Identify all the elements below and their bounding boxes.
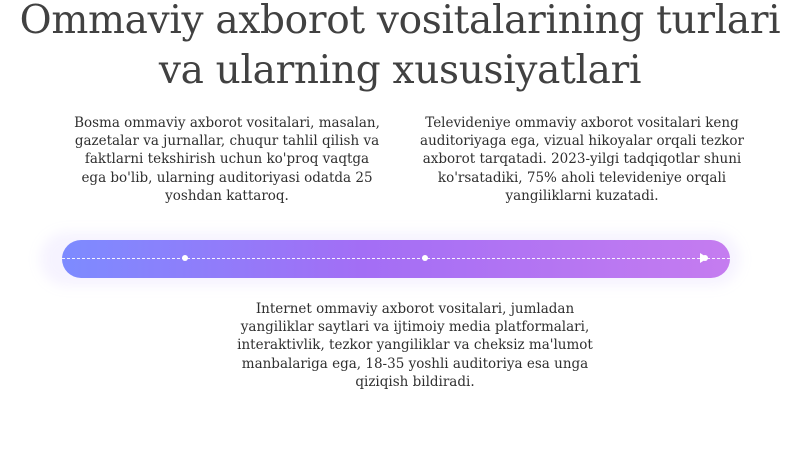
slide-title: Ommaviy axborot vositalarining turlari va ularning xususiyatlari xyxy=(19,0,781,93)
timeline-dashed-line xyxy=(62,258,730,259)
print-media-text: Bosma ommaviy axborot vositalari, masalan, gazetalar va jurnallar, chuqur tahlil qilish va faktlarni tekshirish uchun ko'proq vaqtga ega bo'lib, ularning auditoriyasi odatda 25 yoshdan kattaroq. xyxy=(74,115,380,204)
television-media-text: Televideniye ommaviy axborot vositalari keng auditoriyaga ega, vizual hikoyalar orqali tezkor axborot tarqatadi. 2023-yilgi tadqiqotlar shuni ko'rsatadiki, 75% aholi televideniye orqali yangiliklarni kuzatadi. xyxy=(420,115,744,204)
timeline-marker-television xyxy=(422,255,428,261)
timeline-marker-print xyxy=(182,255,188,261)
internet-media-text: Internet ommaviy axborot vositalari, jumladan yangiliklar saytlari va ijtimoiy media platformalari, interaktivlik, tezkor yangiliklar va cheksiz ma'lumot manbalariga ega, 18-35 yoshli auditoriya esa unga qiziqish bildiradi. xyxy=(237,301,593,390)
arrow-right-icon xyxy=(700,253,708,263)
timeline-bar xyxy=(62,240,730,278)
